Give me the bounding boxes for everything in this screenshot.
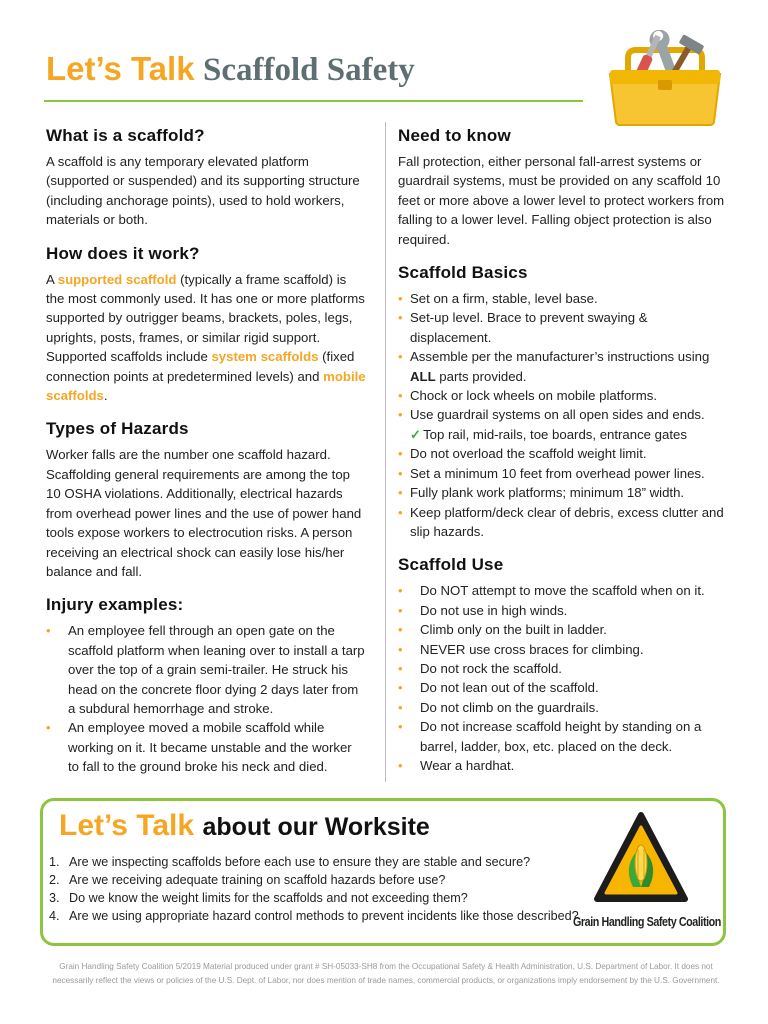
list-item: • Chock or lock wheels on mobile platforms. — [398, 386, 728, 405]
heading-basics: Scaffold Basics — [398, 263, 528, 283]
need-body: Fall protection, either personal fall-arrest systems or guardrail systems, must be provided on any scaffold 10 feet or more above a lower level to protect workers from falling to a lower level. Falling object protection is also required. — [398, 154, 725, 247]
hazards-body: Worker falls are the number one scaffold hazard. Scaffolding general requirements are among the top 10 OSHA violations. Additionally, electrical hazards from overhead power lines and the use of power hand tools expose workers to electrocution risks. A person receiving an electrical shock can easily lose his/her balance and fall. — [46, 447, 362, 579]
list-item: • Do not use in high winds. — [398, 601, 728, 620]
worksite-title-accent: Let’s Talk — [59, 809, 195, 842]
list-item: • Set a minimum 10 feet from overhead power lines. — [398, 464, 728, 483]
title-main: Scaffold Safety — [203, 52, 415, 88]
check-icon: ✓ — [410, 426, 422, 442]
section-injury — [46, 595, 366, 776]
list-item: • Wear a hardhat. — [398, 756, 728, 775]
toolbox-icon — [602, 30, 728, 126]
question-item: 4. Are we using appropriate hazard control methods to prevent incidents like those described? — [49, 909, 579, 923]
section-need — [398, 126, 728, 249]
title-accent: Let’s Talk — [46, 50, 195, 87]
section-hazards — [46, 419, 366, 581]
highlight-mobile-scaffolds: mobile scaffolds — [46, 368, 366, 404]
list-item: • Use guardrail systems on all open sides and ends. — [398, 405, 728, 424]
section-how — [46, 244, 366, 406]
warning-corn-icon — [593, 811, 689, 907]
list-item: • Do not climb on the guardrails. — [398, 698, 728, 717]
question-item: 2. Are we receiving adequate training on scaffold hazards before use? — [49, 873, 446, 887]
what-body: A scaffold is any temporary elevated platform (supported or suspended) and its supporting structure (including anchorage points), used to hold workers, materials or both. — [46, 154, 360, 228]
highlight-supported-scaffold: supported scaffold — [57, 271, 177, 287]
list-item: • Set-up level. Brace to prevent swaying & displacement. — [398, 308, 728, 347]
worksite-box — [40, 798, 726, 946]
list-item: • Climb only on the built in ladder. — [398, 620, 728, 639]
worksite-title-rest: about our Worksite — [202, 813, 430, 841]
list-item: • An employee fell through an open gate on the scaffold platform when leaning over to install a tarp over the top of a grain semi-trailer. He struck his head on the concrete floor dying 2 days later from a subdural hemorrhage and stroke. — [46, 621, 366, 718]
list-item: • Do not rock the scaffold. — [398, 659, 728, 678]
heading-injury: Injury examples: — [46, 595, 184, 615]
section-use — [398, 555, 728, 775]
highlight-system-scaffolds: system scaffolds — [211, 349, 319, 365]
footer-disclaimer: Grain Handling Safety Coalition 5/2019 Material produced under grant # SH-05033-SH8 from the Occupational Safety & Health Administration, U.S. Department of Labor. It does not necessarily reflect the views or policies of the U.S. Dept. of Labor, nor does mention of trade names, commercial products, or organizations imply endorsement by the U.S. Government. — [52, 962, 720, 985]
list-item: • Fully plank work platforms; minimum 18” width. — [398, 483, 728, 502]
list-item: • Do not lean out of the scaffold. — [398, 678, 728, 697]
heading-how: How does it work? — [46, 243, 200, 263]
use-list — [398, 581, 728, 775]
list-item-check: ✓ Top rail, mid-rails, toe boards, entrance gates — [410, 426, 687, 442]
heading-hazards: Types of Hazards — [46, 419, 189, 439]
question-item: 1. Are we inspecting scaffolds before each use to ensure they are stable and secure? — [49, 855, 531, 869]
injury-list — [46, 621, 366, 776]
heading-need: Need to know — [398, 126, 511, 145]
list-item: • Keep platform/deck clear of debris, excess clutter and slip hazards. — [398, 503, 728, 542]
list-item: • An employee moved a mobile scaffold while working on it. It became unstable and the worker to fall to the ground broke his neck and died. — [46, 718, 366, 776]
left-column — [46, 126, 366, 791]
page-title — [46, 50, 415, 89]
list-item: • NEVER use cross braces for climbing. — [398, 640, 728, 659]
list-item: • Assemble per the manufacturer’s instructions using ALL parts provided. — [398, 347, 728, 386]
question-item: 3. Do we know the weight limits for the scaffolds and not exceeding them? — [49, 891, 468, 905]
how-body: A supported scaffold (typically a frame scaffold) is the most commonly used. It has one or more platforms supported by outrigger beams, brackets, poles, legs, uprights, posts, frames, or similar rigid support. Supported scaffolds include system scaffolds (fixed connection points at predetermined levels) and mobile scaffolds. — [46, 271, 366, 404]
title-rule — [44, 100, 583, 102]
basics-list — [398, 289, 728, 541]
column-divider — [385, 122, 386, 782]
right-column — [398, 126, 728, 789]
list-item: • Set on a firm, stable, level base. — [398, 289, 728, 308]
list-item: • Do NOT attempt to move the scaffold when on it. — [398, 581, 728, 600]
list-item: • Do not increase scaffold height by standing on a barrel, ladder, box, etc. placed on the deck. — [398, 717, 728, 756]
section-basics — [398, 263, 728, 541]
list-item: • Do not overload the scaffold weight limit. — [398, 444, 728, 463]
heading-what: What is a scaffold? — [46, 126, 205, 145]
heading-use: Scaffold Use — [398, 555, 504, 575]
section-what — [46, 126, 366, 230]
coalition-logo-text: Grain Handling Safety Coalition — [573, 915, 721, 929]
worksite-questions — [49, 853, 589, 925]
worksite-title — [59, 809, 430, 843]
